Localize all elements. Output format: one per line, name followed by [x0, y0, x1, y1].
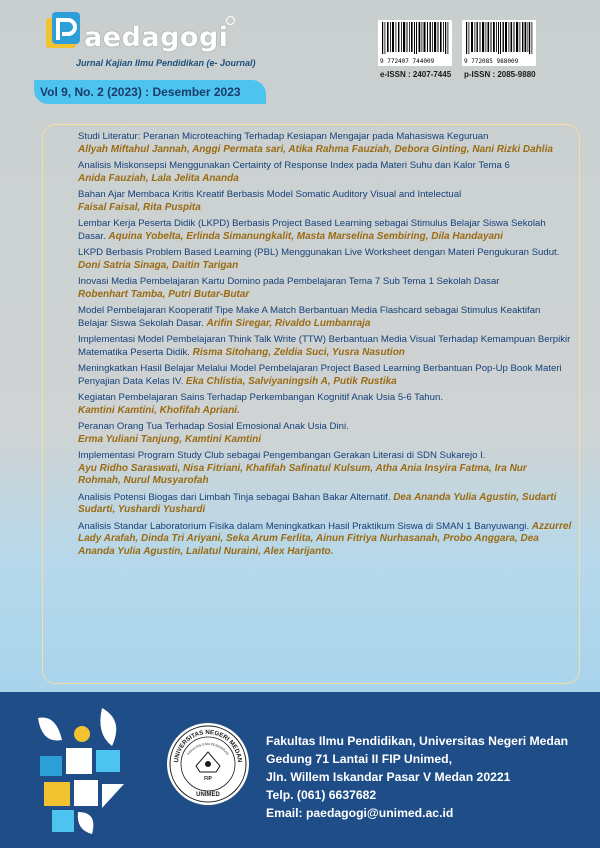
eissn-label: e-ISSN : 2407-7445	[380, 70, 452, 79]
article-authors: Risma Sitohang, Zeldia Suci, Yusra Nasution	[192, 346, 405, 358]
article-title: Implementasi Program Study Club sebagai Pengembangan Gerakan Literasi di SDN Sukarejo I.	[78, 450, 486, 461]
article-authors: Eka Chlistia, Salviyaningsih A, Putik Rustika	[185, 375, 397, 387]
article-title-text: Analisis Potensi Biogas dari Limbah Tinja sebagai Bahan Bakar Alternatif.	[78, 491, 391, 503]
barcode-pissn	[462, 20, 536, 66]
article-authors: Kamtini Kamtini, Khofifah Apriani.	[78, 404, 240, 416]
article-title	[78, 247, 572, 272]
article-title-text: LKPD Berbasis Problem Based Learning (PBL) Menggunakan Live Worksheet dengan Materi Pengukuran Sudut.	[78, 247, 560, 258]
seal-outer-text: UNIVERSITAS NEGERI MEDAN	[172, 728, 244, 763]
article-authors: Aquina Yobelta, Erlinda Simanungkalit, Masta Marselina Sembiring, Dila Handayani	[108, 230, 503, 242]
university-seal-icon	[166, 722, 250, 806]
article-title-text: Implementasi Model Pembelajaran Think Talk Write (TTW) Berbantuan Media Visual Terhadap Kemampuan Berpikir Matematika Peserta Didik.	[78, 334, 571, 358]
article-title-text: Lembar Kerja Peserta Didik (LKPD) Berbasis Project Based Learning sebagai Stimulus Belajar Siswa Sekolah Dasar.	[78, 218, 546, 242]
article-title: Bahan Ajar Membaca Kritis Kreatif Berbasis Model Somatic Auditory Visual and Intelectual	[78, 189, 462, 200]
pissn-label: p-ISSN : 2085-9880	[464, 70, 536, 79]
article-title	[78, 363, 572, 388]
article-entry	[78, 247, 572, 272]
article-entry	[78, 450, 572, 488]
article-title: Peranan Orang Tua Terhadap Sosial Emosional Anak Usia Dini.	[78, 421, 349, 432]
article-title	[78, 218, 572, 243]
decorative-shapes-graphic	[32, 704, 132, 838]
barcode-eissn-number: 9 772407 744009	[380, 58, 435, 65]
seal-inner-text: FAKULTAS ILMU PENDIDIKAN	[186, 741, 230, 756]
article-authors: Arifin Siregar, Rivaldo Lumbanraja	[206, 317, 371, 329]
article-entry	[78, 305, 572, 330]
barcode-pissn-bars	[462, 20, 536, 56]
article-title	[78, 492, 572, 517]
telephone: Telp. (061) 6637682	[266, 788, 377, 802]
journal-name: aedagogi	[84, 22, 229, 53]
article-title: Inovasi Media Pembelajaran Kartu Domino pada Pembelajaran Tema 7 Sub Tema 1 Sekolah Dasar	[78, 276, 500, 287]
article-authors: Robenhart Tamba, Putri Butar-Butar	[78, 288, 250, 300]
article-authors: Allyah Miftahul Jannah, Anggi Permata sari, Atika Rahma Fauziah, Debora Ginting, Nani Rizki Dahlia	[78, 143, 553, 155]
seal-fip-text: FIP	[204, 776, 212, 782]
seal-unimed-text: UNIMED	[196, 792, 220, 798]
cover-header	[0, 0, 600, 120]
article-entry	[78, 160, 572, 185]
article-entry	[78, 392, 572, 417]
article-title	[78, 334, 572, 359]
article-title: Analisis Miskonsepsi Menggunakan Certainty of Response Index pada Materi Suhu dan Kalor Tema 6	[78, 160, 510, 171]
article-authors: Anida Fauziah, Lala Jelita Ananda	[78, 172, 239, 184]
article-authors: Faisal Faisal, Rita Puspita	[78, 201, 201, 213]
article-title	[78, 305, 572, 330]
article-title-text: Meningkatkan Hasil Belajar Melalui Model Pembelajaran Project Based Learning Berbantuan Pop-Up Book Materi Penyajian Data Kelas IV.	[78, 363, 562, 387]
article-entry	[78, 521, 572, 559]
article-authors: Doni Satria Sinaga, Daitin Tarigan	[78, 259, 239, 271]
article-entry	[78, 421, 572, 446]
street-address: Jln. Willem Iskandar Pasar V Medan 20221	[266, 770, 511, 784]
faculty-name: Fakultas Ilmu Pendidikan, Universitas Negeri Medan	[266, 734, 569, 748]
article-entry	[78, 334, 572, 359]
email: Email: paedagogi@unimed.ac.id	[266, 806, 454, 820]
article-authors: Dea Ananda Yulia Agustin, Sudarti Sudarti, Yushardi Yushardi	[78, 491, 557, 515]
registered-mark	[226, 16, 235, 25]
article-entry	[78, 276, 572, 301]
journal-logo-icon	[42, 10, 82, 54]
journal-subtitle: Jurnal Kajian Ilmu Pendidikan (e- Journal)	[76, 58, 256, 68]
article-entry	[78, 492, 572, 517]
building-address: Gedung 71 Lantai II FIP Unimed,	[266, 752, 453, 766]
article-entry	[78, 131, 572, 156]
barcode-eissn-bars	[378, 20, 452, 56]
article-title	[78, 521, 572, 559]
article-authors: Erma Yuliani Tanjung, Kamtini Kamtini	[78, 433, 261, 445]
article-authors: Ayu Ridho Saraswati, Nisa Fitriani, Khafifah Safinatul Kulsum, Atha Ania Insyira Fatma, Ira Nur Rohmah, Nurul Musyarofah	[78, 462, 527, 486]
article-authors: Azzurrel Lady Arafah, Dinda Tri Ariyani, Seka Arum Ferlita, Ainun Fitriya Nurhasanah, Probo Anggara, Dea Ananda Yulia Agustin, Lailatul Nuraini, Alex Harijanto.	[78, 520, 572, 557]
article-title-text: Analisis Standar Laboratorium Fisika dalam Meningkatkan Hasil Praktikum Siswa di SMAN 1 Banyuwangi.	[78, 520, 530, 532]
volume-label: Vol 9, No. 2 (2023) : Desember 2023	[40, 85, 241, 99]
table-of-contents	[78, 131, 572, 562]
article-title: Studi Literatur: Peranan Microteaching Terhadap Kesiapan Mengajar pada Mahasiswa Keguruan	[78, 131, 489, 142]
barcode-pissn-number: 9 772085 988009	[464, 58, 519, 65]
barcode-eissn	[378, 20, 452, 66]
article-entry	[78, 218, 572, 243]
article-title-text: Model Pembelajaran Kooperatif Tipe Make A Match Berbantuan Media Flashcard sebagai Stimulus Keaktifan Belajar Siswa Sekolah Dasar.	[78, 305, 541, 329]
article-entry	[78, 363, 572, 388]
publisher-footer	[0, 692, 600, 848]
publisher-address	[266, 732, 586, 822]
article-title: Kegiatan Pembelajaran Sains Terhadap Perkembangan Kognitif Anak Usia 5-6 Tahun.	[78, 392, 443, 403]
article-entry	[78, 189, 572, 214]
